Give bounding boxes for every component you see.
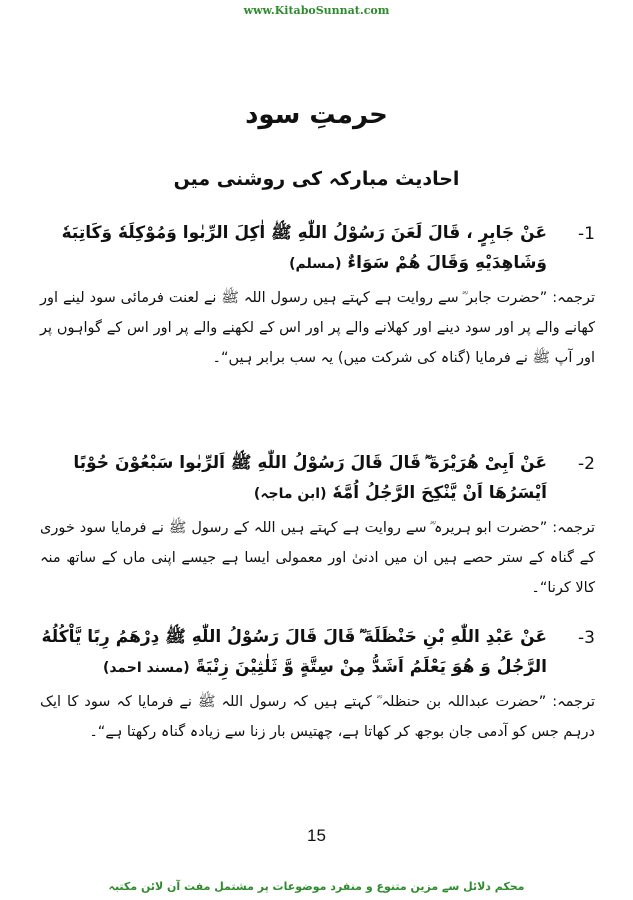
hadith-translation: ترجمہ: ”حضرت ابو ہریرہ ؓ سے روایت ہے کہتے ہیں اللہ کے رسول ﷺ نے فرمایا سود خوری کے گناہ کے ستر حصے ہیں ان میں ادنیٰ اور معمولی ایسا ہے جیسے اپنی ماں کے ساتھ منہ کالا کرنا“۔ (40, 520, 595, 596)
hadith-translation: ترجمہ: ”حضرت جابر ؓ سے روایت ہے کہتے ہیں رسول اللہ ﷺ نے لعنت فرمائی سود لینے اور کھانے والے پر اور سود دینے اور کھلانے والے پر اور اس کے لکھنے والے پر اور اس کے گواہوں پر اور آپ ﷺ نے فرمایا (گناہ کی شرکت میں) یہ سب برابر ہیں“۔ (40, 290, 595, 366)
hadith-arabic-text (40, 218, 547, 279)
hadith-2 (40, 448, 595, 603)
hadith-reference: (مسند احمد) (102, 660, 190, 676)
arabic-body: عَنْ عَبْدِ اللّٰهِ بْنِ حَنْظَلَةَ ؓ قَالَ قَالَ رَسُوْلُ اللّٰهِ ﷺ دِرْهَمُ رِبًا يَّاْكُلُهُ الرَّجُلُ وَ هُوَ يَعْلَمُ اَشَدُّ مِنْ سِتَّةٍ وَّ ثَلٰثِيْنَ زِنْيَةً (41, 627, 547, 677)
hadith-arabic-text (40, 448, 547, 509)
hadith-number: -1 (578, 224, 595, 244)
hadith-reference: (مسلم) (289, 256, 342, 272)
footer-tagline[interactable]: محکم دلائل سے مزین متنوع و منفرد موضوعات پر مشتمل مفت آن لائن مکتبہ (108, 880, 525, 893)
hadith-number: -2 (578, 454, 595, 474)
hadith-translation: ترجمہ: ”حضرت عبداللہ بن حنظلہ ؓ کہتے ہیں کہ رسول اللہ ﷺ نے فرمایا کہ سود کا ایک درہم جس کو آدمی جان بوجھ کر کھاتا ہے، چھتیس بار زنا سے زیادہ گناہ رکھتا ہے“۔ (40, 694, 595, 740)
hadith-number: -3 (578, 628, 595, 648)
page-number: 15 (307, 826, 326, 845)
hadith-arabic-text (40, 622, 547, 683)
site-url[interactable]: www.KitaboSunnat.com (243, 4, 390, 17)
page-subtitle: احادیث مبارکہ کی روشنی میں (173, 168, 460, 190)
hadith-reference: (ابن ماجہ) (253, 486, 327, 502)
hadith-1 (40, 218, 595, 373)
page-title: حرمتِ سود (245, 100, 388, 130)
hadith-3 (40, 622, 595, 747)
arabic-body: عَنْ جَابِرٍ ، قَالَ لَعَنَ رَسُوْلُ اللّٰهِ ﷺ اٰكِلَ الرِّبٰوا وَمُوْكِلَهٗ وَكَاتِبَهٗ وَشَاهِدَيْهِ وَقَالَ هُمْ سَوَاءٌ (61, 223, 547, 273)
arabic-body: عَنْ اَبِیْ هُرَيْرَةَ ؓ قَالَ قَالَ رَسُوْلُ اللّٰهِ ﷺ اَلرِّبٰوا سَبْعُوْنَ حُوْبًا اَيْسَرُهَا اَنْ يَّنْكِحَ الرَّجُلُ اُمَّهٗ (73, 453, 547, 503)
